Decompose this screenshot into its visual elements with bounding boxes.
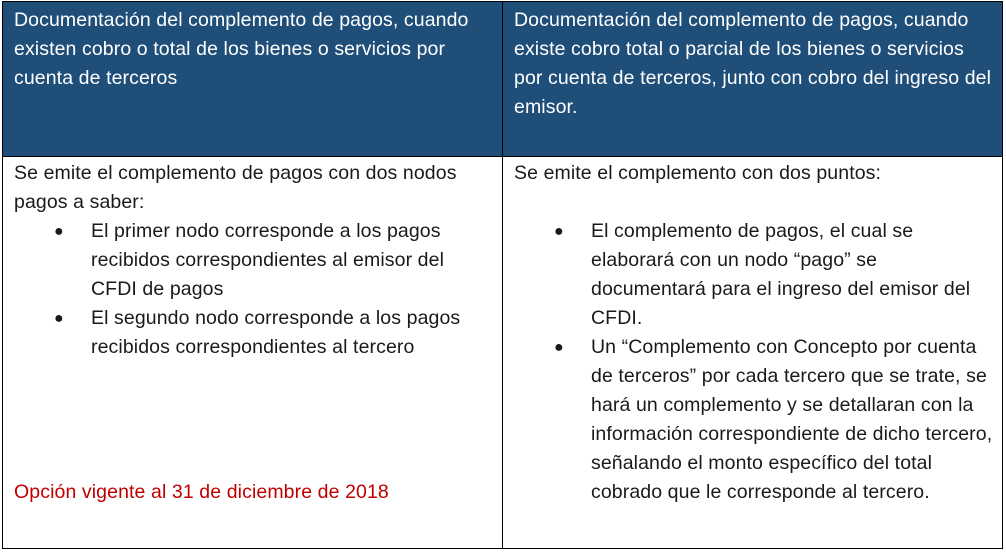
header-cell-left [3, 2, 502, 156]
list-item [14, 217, 494, 304]
row-divider [3, 156, 1002, 157]
body-cell-right [514, 159, 994, 507]
bullet-icon: ● [54, 223, 64, 240]
list-item-text: Un “Complemento con Concepto por cuenta de terceros” por cada tercero que se trate, se hará un complemento y se detallaran con la información correspondiente de dicho tercero, señalando el monto específico del total cobrado que le corresponde al tercero. [591, 336, 993, 503]
left-bullet-list [14, 217, 494, 362]
list-item [14, 304, 494, 362]
list-item [514, 333, 994, 507]
bullet-icon: ● [554, 339, 564, 356]
validity-note: Opción vigente al 31 de diciembre de 2018 [14, 481, 389, 503]
header-cell-right [503, 2, 1002, 156]
left-intro-text: Se emite el complemento de pagos con dos nodos pagos a saber: [14, 162, 457, 213]
comparison-table [2, 1, 1003, 549]
body-cell-left [14, 159, 494, 362]
list-item-text: El segundo nodo corresponde a los pagos recibidos correspondientes al tercero [91, 307, 461, 358]
list-item-text: El complemento de pagos, el cual se elaborará con un nodo “pago” se documentará para el ingreso del emisor del CFDI. [591, 220, 971, 329]
right-intro-text: Se emite el complemento con dos puntos: [514, 162, 882, 184]
list-item [514, 217, 994, 333]
column-divider [502, 2, 503, 548]
bullet-icon: ● [554, 223, 564, 240]
list-item-text: El primer nodo corresponde a los pagos recibidos correspondientes al emisor del CFDI de pagos [91, 220, 445, 300]
bullet-icon: ● [54, 310, 64, 327]
right-bullet-list [514, 217, 994, 507]
header-text-left: Documentación del complemento de pagos, cuando existen cobro o total de los bienes o servicios por cuenta de terceros [14, 9, 469, 89]
header-text-right: Documentación del complemento de pagos, cuando existe cobro total o parcial de los bienes o servicios por cuenta de terceros, junto con cobro del ingreso del emisor. [514, 9, 992, 118]
